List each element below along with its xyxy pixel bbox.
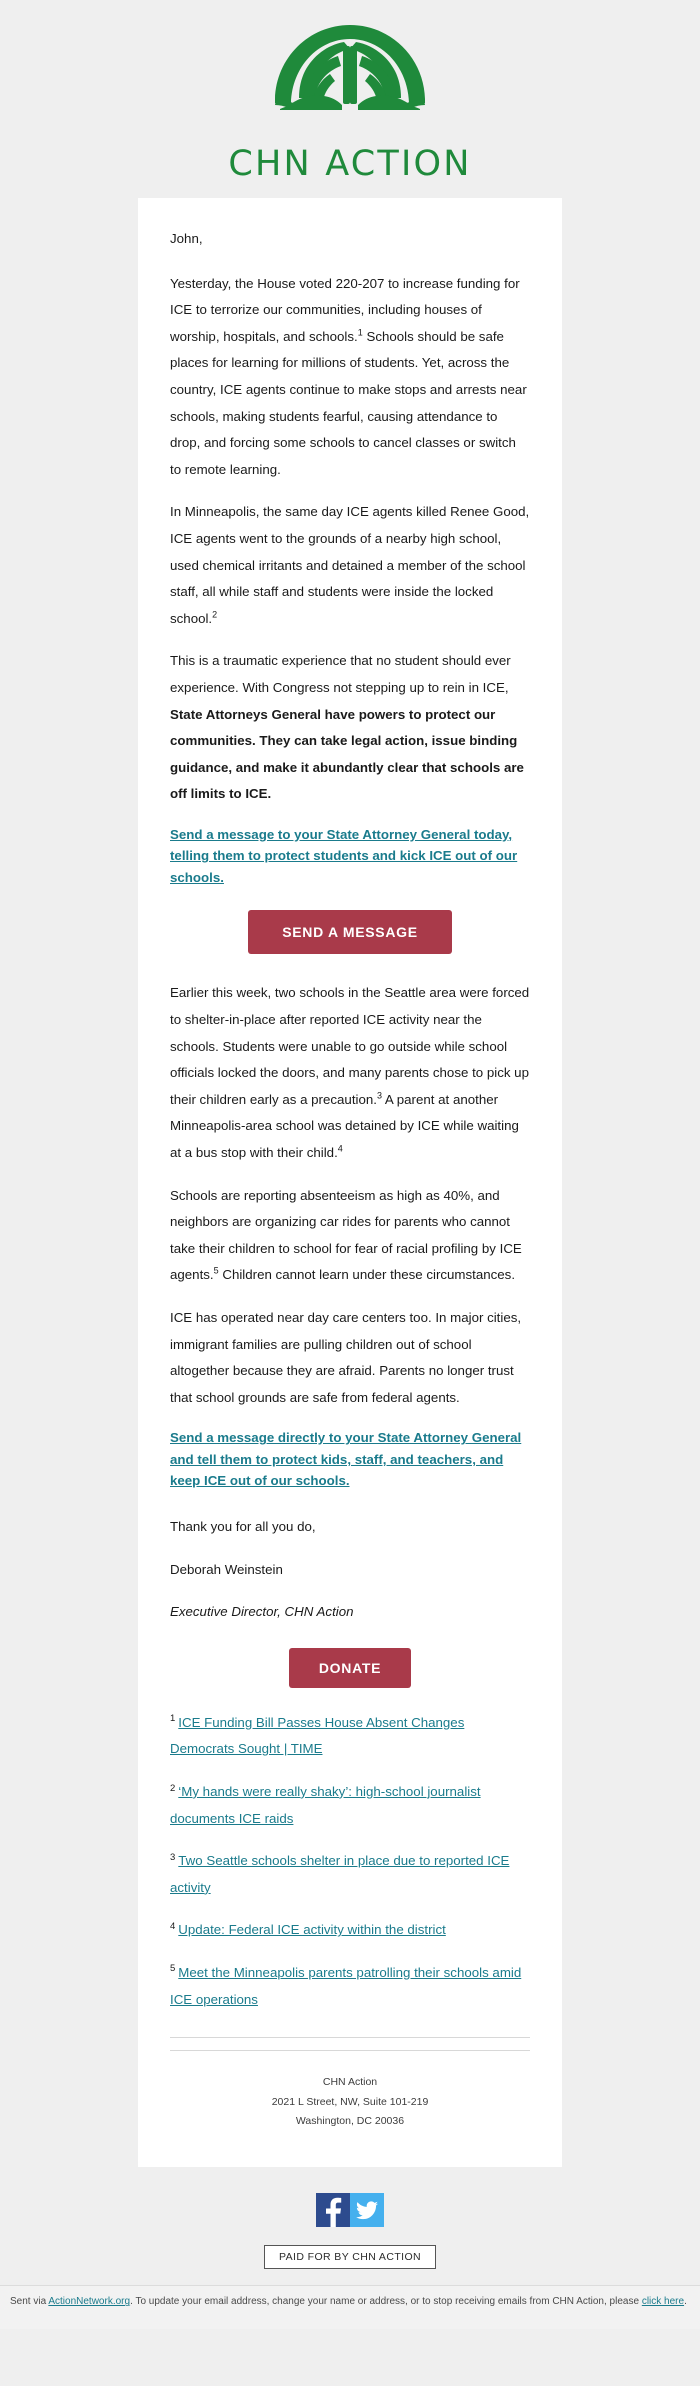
footer-text-post: . [684, 2296, 687, 2308]
cta-link-primary[interactable]: Send a message to your State Attorney General today, telling them to protect students and kick ICE out of our schools. [170, 826, 518, 885]
street-address: 2021 L Street, NW, Suite 101-219 [271, 2095, 429, 2108]
footnote-item [170, 1960, 530, 2013]
paragraph-4 [170, 980, 530, 1166]
send-message-button-row [170, 910, 530, 954]
paragraph-3 [170, 648, 530, 808]
org-name: CHN Action [322, 2076, 378, 2089]
footnote-ref-1[interactable]: 1 [357, 327, 363, 338]
p1-text-a: Yesterday, the House voted 220-207 to increase funding for ICE to terrorize our communities, including houses of worship, hospitals, and schools. [170, 275, 520, 344]
signer-name: Deborah Weinstein [170, 1561, 283, 1577]
p5-text-b: Children cannot learn under these circumstances. [218, 1267, 516, 1283]
email-header [0, 0, 700, 198]
paid-for-row [0, 2245, 700, 2285]
divider-bottom [170, 2050, 530, 2051]
send-a-message-button[interactable]: SEND A MESSAGE [248, 910, 452, 954]
email-content-card [138, 198, 562, 2167]
footnote-ref-4[interactable]: 4 [337, 1143, 343, 1154]
twitter-icon[interactable] [350, 2193, 384, 2227]
paid-for-badge: PAID FOR BY CHN ACTION [264, 2245, 436, 2269]
footer-text-pre: Sent via [10, 2296, 49, 2308]
footnote-ref-2[interactable]: 2 [212, 609, 218, 620]
footnote-number: 2 [170, 1782, 176, 1794]
closing-line: Thank you for all you do, [170, 1518, 316, 1534]
footnote-number: 5 [170, 1963, 176, 1975]
email-footer-bar [0, 2285, 700, 2329]
footnote-item [170, 1710, 530, 1763]
social-links [0, 2167, 700, 2245]
click-here-link[interactable]: click here [641, 2296, 685, 2308]
donate-button-row [170, 1648, 530, 1688]
signer-title: Executive Director, CHN Action [170, 1604, 354, 1620]
p5-text-a: Schools are reporting absenteeism as high as 40%, and neighbors are organizing car rides for parents who cannot take their children to school for fear of racial profiling by ICE agents. [170, 1187, 522, 1283]
p4-text-a: Earlier this week, two schools in the Seattle area were forced to shelter-in-place after reported ICE activity near the schools. Students were unable to go outside while school officials locked the doors, and many parents chose to pick up their children early as a precaution. [170, 985, 530, 1107]
paragraph-2 [170, 499, 530, 632]
footnote-item [170, 1848, 530, 1901]
footnote-link[interactable]: Update: Federal ICE activity within the district [178, 1922, 446, 1938]
donate-button[interactable]: DONATE [289, 1648, 411, 1688]
paragraph-5 [170, 1183, 530, 1289]
paragraph-1 [170, 271, 530, 484]
footnote-number: 4 [170, 1920, 176, 1932]
salutation: John, [170, 231, 203, 246]
footnote-ref-3[interactable]: 3 [376, 1090, 382, 1101]
p1-text-b: Schools should be safe places for learning for millions of students. Yet, across the country, ICE agents continue to make stops and arrests near schools, making students fearful, causing attendance to drop, and forcing some schools to cancel classes or switch to remote learning. [170, 328, 527, 477]
footnote-item [170, 1917, 530, 1944]
city-state-zip: Washington, DC 20036 [295, 2114, 405, 2127]
footnote-link[interactable]: Two Seattle schools shelter in place due to reported ICE activity [170, 1853, 510, 1895]
p3-text-a: This is a traumatic experience that no student should ever experience. With Congress not stepping up to rein in ICE, [170, 653, 511, 695]
facebook-icon[interactable] [316, 2193, 350, 2227]
footnote-ref-5[interactable]: 5 [213, 1265, 219, 1276]
p2-text-a: In Minneapolis, the same day ICE agents killed Renee Good, ICE agents went to the grounds of a nearby high school, used chemical irritants and detained a member of the school staff, all while staff and students were inside the locked school. [170, 504, 530, 626]
footnote-item [170, 1779, 530, 1832]
actionnetwork-link[interactable]: ActionNetwork.org [48, 2296, 131, 2308]
logo-wordmark: CHN ACTION [228, 144, 472, 184]
footer-text-mid: . To update your email address, change your name or address, or to stop receiving emails from CHN Action, please [130, 2296, 642, 2308]
footnote-number: 1 [170, 1713, 176, 1725]
divider-top [170, 2037, 530, 2038]
address-block [170, 2073, 530, 2131]
footnote-list [170, 1710, 530, 2013]
footnote-link[interactable]: Meet the Minneapolis parents patrolling their schools amid ICE operations [170, 1964, 522, 2007]
footnote-link[interactable]: ICE Funding Bill Passes House Absent Changes Democrats Sought | TIME [170, 1714, 465, 1757]
cta-link-secondary[interactable]: Send a message directly to your State Attorney General and tell them to protect kids, staff, and teachers, and keep ICE out of our schools. [170, 1430, 522, 1489]
tree-arch-logo-icon [0, 22, 700, 142]
p4-text-b: A parent at another Minneapolis-area school was detained by ICE while waiting at a bus stop with their child. [170, 1091, 519, 1161]
footnote-number: 3 [170, 1851, 176, 1863]
footnote-link[interactable]: ‘My hands were really shaky’: high-school journalist documents ICE raids [170, 1783, 481, 1826]
p3-text-bold: State Attorneys General have powers to protect our communities. They can take legal action, issue binding guidance, and make it abundantly clear that schools are off limits to ICE. [170, 706, 524, 802]
paragraph-6: ICE has operated near day care centers too. In major cities, immigrant families are pulling children out of school altogether because they are afraid. Parents no longer trust that school grounds are safe from federal agents. [170, 1310, 522, 1405]
